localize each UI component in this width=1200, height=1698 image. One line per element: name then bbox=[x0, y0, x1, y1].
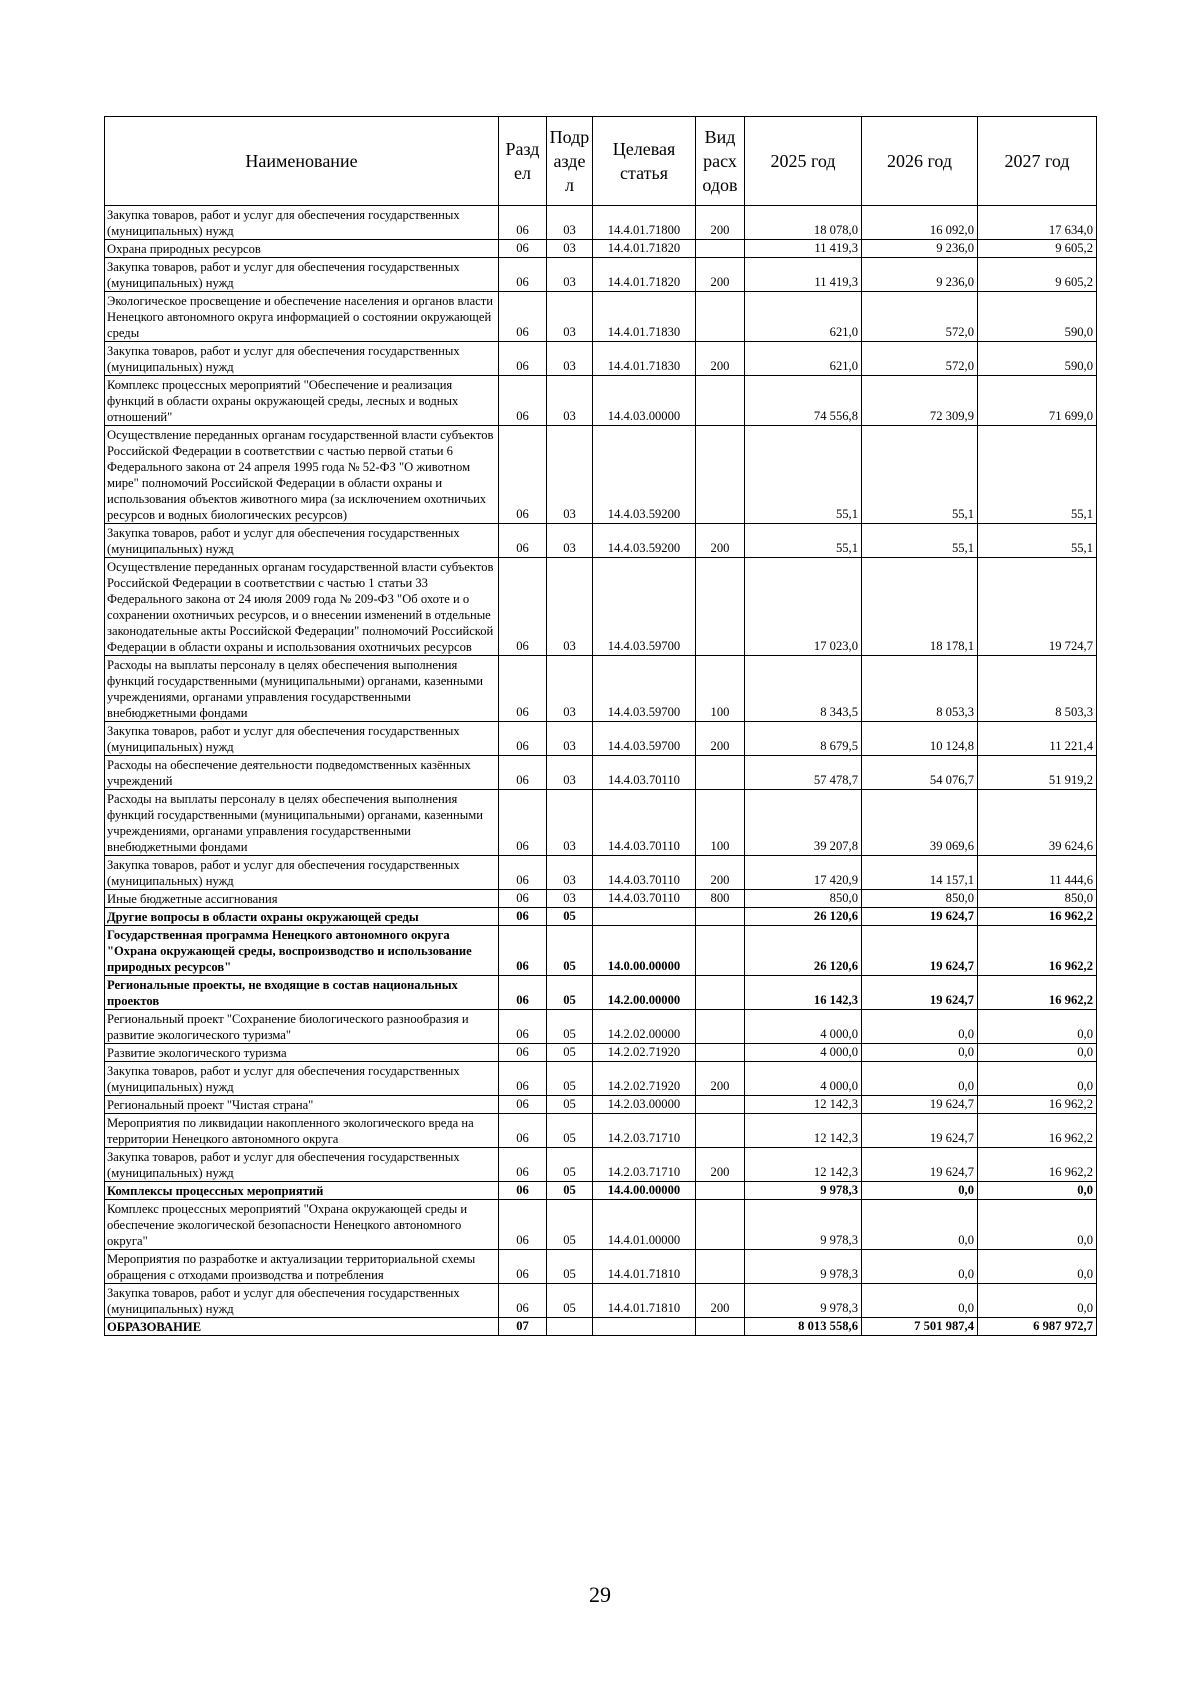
cell-2026: 19 624,7 bbox=[862, 908, 978, 926]
cell-2027: 0,0 bbox=[978, 1284, 1097, 1318]
cell-2025: 4 000,0 bbox=[745, 1010, 862, 1044]
table-body bbox=[105, 206, 1097, 1336]
table-row bbox=[105, 1062, 1097, 1096]
cell-expense-type bbox=[696, 1096, 745, 1114]
cell-2025: 621,0 bbox=[745, 342, 862, 376]
cell-2025: 9 978,3 bbox=[745, 1250, 862, 1284]
cell-name: Иные бюджетные ассигнования bbox=[105, 890, 499, 908]
cell-section: 06 bbox=[499, 376, 547, 426]
cell-target: 14.4.01.71810 bbox=[593, 1284, 696, 1318]
cell-section: 06 bbox=[499, 1148, 547, 1182]
cell-2027: 8 503,3 bbox=[978, 656, 1097, 722]
cell-subsection: 03 bbox=[547, 722, 593, 756]
cell-2027: 16 962,2 bbox=[978, 1148, 1097, 1182]
cell-name: Закупка товаров, работ и услуг для обеспечения государственных (муниципальных) нужд bbox=[105, 206, 499, 240]
cell-2026: 572,0 bbox=[862, 342, 978, 376]
table-row bbox=[105, 342, 1097, 376]
cell-2027: 590,0 bbox=[978, 342, 1097, 376]
cell-2026: 0,0 bbox=[862, 1044, 978, 1062]
cell-2025: 4 000,0 bbox=[745, 1044, 862, 1062]
cell-subsection: 05 bbox=[547, 926, 593, 976]
cell-name: Закупка товаров, работ и услуг для обеспечения государственных (муниципальных) нужд bbox=[105, 342, 499, 376]
cell-subsection: 03 bbox=[547, 292, 593, 342]
cell-name: Комплекс процессных мероприятий "Обеспечение и реализация функций в области охраны окружающей среды, лесных и водных отношений" bbox=[105, 376, 499, 426]
table-row bbox=[105, 976, 1097, 1010]
cell-2025: 11 419,3 bbox=[745, 258, 862, 292]
cell-name: Мероприятия по ликвидации накопленного экологического вреда на территории Ненецкого автономного округа bbox=[105, 1114, 499, 1148]
cell-2027: 16 962,2 bbox=[978, 908, 1097, 926]
cell-expense-type: 200 bbox=[696, 1284, 745, 1318]
cell-2026: 54 076,7 bbox=[862, 756, 978, 790]
cell-2027: 850,0 bbox=[978, 890, 1097, 908]
table-row bbox=[105, 1284, 1097, 1318]
cell-target: 14.4.01.71820 bbox=[593, 258, 696, 292]
cell-2025: 57 478,7 bbox=[745, 756, 862, 790]
cell-expense-type bbox=[696, 908, 745, 926]
cell-subsection: 03 bbox=[547, 342, 593, 376]
cell-expense-type bbox=[696, 376, 745, 426]
cell-2025: 26 120,6 bbox=[745, 926, 862, 976]
cell-expense-type bbox=[696, 240, 745, 258]
cell-subsection: 03 bbox=[547, 856, 593, 890]
header-expense-type: Вид расх одов bbox=[696, 117, 745, 206]
table-row bbox=[105, 1114, 1097, 1148]
cell-section: 06 bbox=[499, 1250, 547, 1284]
cell-section: 06 bbox=[499, 426, 547, 524]
cell-2027: 0,0 bbox=[978, 1010, 1097, 1044]
cell-2025: 12 142,3 bbox=[745, 1096, 862, 1114]
cell-2025: 8 343,5 bbox=[745, 656, 862, 722]
cell-target: 14.2.02.71920 bbox=[593, 1044, 696, 1062]
cell-expense-type: 200 bbox=[696, 258, 745, 292]
page-number: 29 bbox=[589, 1582, 611, 1607]
cell-expense-type: 200 bbox=[696, 1062, 745, 1096]
cell-section: 06 bbox=[499, 976, 547, 1010]
cell-subsection: 05 bbox=[547, 1114, 593, 1148]
cell-target: 14.4.03.59200 bbox=[593, 426, 696, 524]
cell-2026: 16 092,0 bbox=[862, 206, 978, 240]
cell-section: 06 bbox=[499, 1044, 547, 1062]
cell-subsection: 05 bbox=[547, 1200, 593, 1250]
cell-2027: 17 634,0 bbox=[978, 206, 1097, 240]
cell-name: Закупка товаров, работ и услуг для обеспечения государственных (муниципальных) нужд bbox=[105, 258, 499, 292]
table-row bbox=[105, 426, 1097, 524]
cell-subsection: 03 bbox=[547, 240, 593, 258]
table-row bbox=[105, 292, 1097, 342]
cell-name: Другие вопросы в области охраны окружающей среды bbox=[105, 908, 499, 926]
cell-2027: 9 605,2 bbox=[978, 258, 1097, 292]
cell-subsection: 03 bbox=[547, 426, 593, 524]
cell-target: 14.4.03.59700 bbox=[593, 558, 696, 656]
cell-section: 06 bbox=[499, 1062, 547, 1096]
cell-2025: 12 142,3 bbox=[745, 1114, 862, 1148]
cell-expense-type bbox=[696, 1182, 745, 1200]
cell-2026: 55,1 bbox=[862, 426, 978, 524]
cell-2025: 16 142,3 bbox=[745, 976, 862, 1010]
cell-2025: 11 419,3 bbox=[745, 240, 862, 258]
cell-expense-type bbox=[696, 426, 745, 524]
cell-subsection: 03 bbox=[547, 890, 593, 908]
cell-2026: 39 069,6 bbox=[862, 790, 978, 856]
cell-2025: 9 978,3 bbox=[745, 1182, 862, 1200]
cell-target: 14.4.01.71820 bbox=[593, 240, 696, 258]
cell-expense-type: 100 bbox=[696, 656, 745, 722]
cell-subsection: 05 bbox=[547, 1182, 593, 1200]
cell-section: 06 bbox=[499, 1284, 547, 1318]
cell-name: ОБРАЗОВАНИЕ bbox=[105, 1318, 499, 1336]
cell-subsection: 05 bbox=[547, 1148, 593, 1182]
cell-subsection bbox=[547, 1318, 593, 1336]
cell-expense-type bbox=[696, 1114, 745, 1148]
cell-subsection: 05 bbox=[547, 976, 593, 1010]
table-row bbox=[105, 240, 1097, 258]
cell-2026: 0,0 bbox=[862, 1010, 978, 1044]
cell-subsection: 03 bbox=[547, 790, 593, 856]
table-row bbox=[105, 524, 1097, 558]
cell-target: 14.4.03.70110 bbox=[593, 790, 696, 856]
cell-2026: 19 624,7 bbox=[862, 976, 978, 1010]
header-section: Разд ел bbox=[499, 117, 547, 206]
table-row bbox=[105, 1182, 1097, 1200]
cell-subsection: 03 bbox=[547, 376, 593, 426]
cell-2027: 0,0 bbox=[978, 1250, 1097, 1284]
cell-section: 06 bbox=[499, 890, 547, 908]
cell-target: 14.2.02.71920 bbox=[593, 1062, 696, 1096]
cell-2027: 6 987 972,7 bbox=[978, 1318, 1097, 1336]
table-row bbox=[105, 890, 1097, 908]
cell-subsection: 03 bbox=[547, 258, 593, 292]
cell-2026: 850,0 bbox=[862, 890, 978, 908]
table-row bbox=[105, 1148, 1097, 1182]
table-row bbox=[105, 1044, 1097, 1062]
cell-target: 14.0.00.00000 bbox=[593, 926, 696, 976]
table-row bbox=[105, 1096, 1097, 1114]
cell-2025: 8 013 558,6 bbox=[745, 1318, 862, 1336]
cell-expense-type bbox=[696, 1200, 745, 1250]
cell-2026: 18 178,1 bbox=[862, 558, 978, 656]
cell-target: 14.4.03.70110 bbox=[593, 890, 696, 908]
cell-expense-type bbox=[696, 756, 745, 790]
cell-section: 06 bbox=[499, 856, 547, 890]
table-row bbox=[105, 1250, 1097, 1284]
cell-2026: 0,0 bbox=[862, 1062, 978, 1096]
cell-name: Государственная программа Ненецкого автономного округа "Охрана окружающей среды, воспроизводство и использование природных ресурсов" bbox=[105, 926, 499, 976]
cell-2027: 71 699,0 bbox=[978, 376, 1097, 426]
cell-2025: 850,0 bbox=[745, 890, 862, 908]
cell-2027: 39 624,6 bbox=[978, 790, 1097, 856]
cell-2025: 9 978,3 bbox=[745, 1284, 862, 1318]
cell-name: Закупка товаров, работ и услуг для обеспечения государственных (муниципальных) нужд bbox=[105, 1148, 499, 1182]
cell-2025: 55,1 bbox=[745, 426, 862, 524]
cell-target: 14.4.03.59700 bbox=[593, 722, 696, 756]
cell-name: Комплексы процессных мероприятий bbox=[105, 1182, 499, 1200]
cell-2026: 7 501 987,4 bbox=[862, 1318, 978, 1336]
cell-target: 14.2.02.00000 bbox=[593, 1010, 696, 1044]
cell-name: Региональные проекты, не входящие в состав национальных проектов bbox=[105, 976, 499, 1010]
cell-target bbox=[593, 1318, 696, 1336]
cell-subsection: 05 bbox=[547, 1044, 593, 1062]
cell-subsection: 03 bbox=[547, 756, 593, 790]
cell-subsection: 03 bbox=[547, 558, 593, 656]
cell-2025: 17 420,9 bbox=[745, 856, 862, 890]
cell-section: 06 bbox=[499, 558, 547, 656]
cell-name: Комплекс процессных мероприятий "Охрана окружающей среды и обеспечение экологической безопасности Ненецкого автономного округа" bbox=[105, 1200, 499, 1250]
cell-2025: 621,0 bbox=[745, 292, 862, 342]
cell-2027: 0,0 bbox=[978, 1200, 1097, 1250]
cell-expense-type: 200 bbox=[696, 856, 745, 890]
cell-2027: 0,0 bbox=[978, 1182, 1097, 1200]
cell-target: 14.2.00.00000 bbox=[593, 976, 696, 1010]
cell-target: 14.2.03.00000 bbox=[593, 1096, 696, 1114]
cell-name: Мероприятия по разработке и актуализации территориальной схемы обращения с отходами производства и потребления bbox=[105, 1250, 499, 1284]
cell-2025: 39 207,8 bbox=[745, 790, 862, 856]
cell-subsection: 03 bbox=[547, 206, 593, 240]
cell-expense-type: 200 bbox=[696, 524, 745, 558]
cell-2027: 11 221,4 bbox=[978, 722, 1097, 756]
table-row bbox=[105, 1318, 1097, 1336]
cell-name: Закупка товаров, работ и услуг для обеспечения государственных (муниципальных) нужд bbox=[105, 722, 499, 756]
table-row bbox=[105, 1200, 1097, 1250]
cell-2026: 0,0 bbox=[862, 1284, 978, 1318]
cell-expense-type bbox=[696, 926, 745, 976]
cell-name: Расходы на выплаты персоналу в целях обеспечения выполнения функций государственными (муниципальными) органами, казенными учреждениями, органами управления государственными внебюджетными фондами bbox=[105, 790, 499, 856]
cell-2026: 19 624,7 bbox=[862, 1114, 978, 1148]
cell-name: Закупка товаров, работ и услуг для обеспечения государственных (муниципальных) нужд bbox=[105, 1284, 499, 1318]
cell-2027: 55,1 bbox=[978, 524, 1097, 558]
cell-2025: 17 023,0 bbox=[745, 558, 862, 656]
cell-2027: 0,0 bbox=[978, 1044, 1097, 1062]
header-name: Наименование bbox=[105, 117, 499, 206]
cell-2027: 51 919,2 bbox=[978, 756, 1097, 790]
cell-expense-type bbox=[696, 1318, 745, 1336]
cell-section: 06 bbox=[499, 1096, 547, 1114]
cell-name: Закупка товаров, работ и услуг для обеспечения государственных (муниципальных) нужд bbox=[105, 1062, 499, 1096]
cell-subsection: 05 bbox=[547, 1010, 593, 1044]
cell-subsection: 05 bbox=[547, 1096, 593, 1114]
cell-section: 06 bbox=[499, 342, 547, 376]
cell-section: 06 bbox=[499, 656, 547, 722]
cell-name: Региональный проект "Чистая страна" bbox=[105, 1096, 499, 1114]
table-row bbox=[105, 258, 1097, 292]
cell-expense-type: 200 bbox=[696, 206, 745, 240]
cell-section: 06 bbox=[499, 1200, 547, 1250]
cell-2025: 4 000,0 bbox=[745, 1062, 862, 1096]
cell-expense-type: 800 bbox=[696, 890, 745, 908]
cell-2027: 9 605,2 bbox=[978, 240, 1097, 258]
cell-2026: 572,0 bbox=[862, 292, 978, 342]
cell-target bbox=[593, 908, 696, 926]
cell-name: Закупка товаров, работ и услуг для обеспечения государственных (муниципальных) нужд bbox=[105, 524, 499, 558]
cell-section: 06 bbox=[499, 790, 547, 856]
cell-expense-type: 200 bbox=[696, 722, 745, 756]
cell-expense-type bbox=[696, 292, 745, 342]
cell-section: 06 bbox=[499, 1010, 547, 1044]
cell-2027: 0,0 bbox=[978, 1062, 1097, 1096]
cell-section: 06 bbox=[499, 292, 547, 342]
cell-target: 14.4.00.00000 bbox=[593, 1182, 696, 1200]
cell-name: Осуществление переданных органам государственной власти субъектов Российской Федерации в соответствии с частью первой статьи 6 Федерального закона от 24 апреля 1995 года № 52-ФЗ "О животном мире" полномочий Российской Федерации в области охраны и использования объектов животного мира (за исключением охотничьих ресурсов и водных биологических ресурсов) bbox=[105, 426, 499, 524]
cell-expense-type: 100 bbox=[696, 790, 745, 856]
cell-section: 06 bbox=[499, 206, 547, 240]
cell-2027: 16 962,2 bbox=[978, 1114, 1097, 1148]
cell-name: Региональный проект "Сохранение биологического разнообразия и развитие экологического туризма" bbox=[105, 1010, 499, 1044]
cell-2026: 8 053,3 bbox=[862, 656, 978, 722]
cell-section: 06 bbox=[499, 240, 547, 258]
cell-expense-type bbox=[696, 558, 745, 656]
table-row bbox=[105, 376, 1097, 426]
cell-expense-type bbox=[696, 1250, 745, 1284]
cell-subsection: 05 bbox=[547, 1062, 593, 1096]
budget-table bbox=[104, 116, 1097, 1336]
cell-2026: 19 624,7 bbox=[862, 926, 978, 976]
cell-target: 14.4.03.70110 bbox=[593, 856, 696, 890]
table-row bbox=[105, 1010, 1097, 1044]
cell-2026: 0,0 bbox=[862, 1182, 978, 1200]
cell-2027: 16 962,2 bbox=[978, 976, 1097, 1010]
cell-subsection: 03 bbox=[547, 524, 593, 558]
header-subsection: Подр азде л bbox=[547, 117, 593, 206]
cell-target: 14.2.03.71710 bbox=[593, 1148, 696, 1182]
cell-2027: 11 444,6 bbox=[978, 856, 1097, 890]
cell-section: 06 bbox=[499, 258, 547, 292]
header-2025: 2025 год bbox=[745, 117, 862, 206]
cell-expense-type bbox=[696, 1010, 745, 1044]
cell-2026: 72 309,9 bbox=[862, 376, 978, 426]
cell-name: Охрана природных ресурсов bbox=[105, 240, 499, 258]
cell-target: 14.4.03.70110 bbox=[593, 756, 696, 790]
cell-2027: 16 962,2 bbox=[978, 1096, 1097, 1114]
cell-target: 14.4.01.71830 bbox=[593, 342, 696, 376]
header-2026: 2026 год bbox=[862, 117, 978, 206]
cell-2026: 9 236,0 bbox=[862, 258, 978, 292]
header-target: Целевая статья bbox=[593, 117, 696, 206]
cell-2027: 590,0 bbox=[978, 292, 1097, 342]
cell-2025: 8 679,5 bbox=[745, 722, 862, 756]
cell-2026: 0,0 bbox=[862, 1200, 978, 1250]
cell-target: 14.4.01.71830 bbox=[593, 292, 696, 342]
cell-name: Осуществление переданных органам государственной власти субъектов Российской Федерации в соответствии с частью 1 статьи 33 Федерального закона от 24 июля 2009 года № 209-ФЗ "Об охоте и о сохранении охотничьих ресурсов, и о внесении изменений в отдельные законодательные акты Российской Федерации" полномочий Российской Федерации в области охраны и использования охотничьих ресурсов bbox=[105, 558, 499, 656]
table-row bbox=[105, 908, 1097, 926]
cell-2025: 12 142,3 bbox=[745, 1148, 862, 1182]
cell-2025: 26 120,6 bbox=[745, 908, 862, 926]
cell-2026: 19 624,7 bbox=[862, 1096, 978, 1114]
table-row bbox=[105, 206, 1097, 240]
table-row bbox=[105, 926, 1097, 976]
cell-2027: 19 724,7 bbox=[978, 558, 1097, 656]
cell-section: 06 bbox=[499, 908, 547, 926]
cell-2027: 16 962,2 bbox=[978, 926, 1097, 976]
cell-name: Закупка товаров, работ и услуг для обеспечения государственных (муниципальных) нужд bbox=[105, 856, 499, 890]
cell-target: 14.4.03.59700 bbox=[593, 656, 696, 722]
cell-subsection: 05 bbox=[547, 1250, 593, 1284]
cell-section: 06 bbox=[499, 1114, 547, 1148]
table-row bbox=[105, 656, 1097, 722]
cell-2026: 19 624,7 bbox=[862, 1148, 978, 1182]
cell-2026: 55,1 bbox=[862, 524, 978, 558]
cell-target: 14.4.03.00000 bbox=[593, 376, 696, 426]
header-row bbox=[105, 117, 1097, 206]
cell-name: Развитие экологического туризма bbox=[105, 1044, 499, 1062]
table-row bbox=[105, 558, 1097, 656]
cell-2025: 9 978,3 bbox=[745, 1200, 862, 1250]
cell-expense-type bbox=[696, 976, 745, 1010]
table-row bbox=[105, 856, 1097, 890]
cell-section: 07 bbox=[499, 1318, 547, 1336]
table-row bbox=[105, 722, 1097, 756]
cell-2025: 74 556,8 bbox=[745, 376, 862, 426]
cell-name: Расходы на выплаты персоналу в целях обеспечения выполнения функций государственными (муниципальными) органами, казенными учреждениями, органами управления государственными внебюджетными фондами bbox=[105, 656, 499, 722]
table-row bbox=[105, 790, 1097, 856]
cell-expense-type: 200 bbox=[696, 342, 745, 376]
cell-target: 14.2.03.71710 bbox=[593, 1114, 696, 1148]
cell-subsection: 03 bbox=[547, 656, 593, 722]
cell-2026: 10 124,8 bbox=[862, 722, 978, 756]
cell-target: 14.4.01.71800 bbox=[593, 206, 696, 240]
cell-name: Расходы на обеспечение деятельности подведомственных казённых учреждений bbox=[105, 756, 499, 790]
cell-2026: 0,0 bbox=[862, 1250, 978, 1284]
cell-section: 06 bbox=[499, 756, 547, 790]
cell-section: 06 bbox=[499, 722, 547, 756]
cell-target: 14.4.03.59200 bbox=[593, 524, 696, 558]
cell-expense-type: 200 bbox=[696, 1148, 745, 1182]
cell-2025: 18 078,0 bbox=[745, 206, 862, 240]
header-2027: 2027 год bbox=[978, 117, 1097, 206]
cell-2026: 9 236,0 bbox=[862, 240, 978, 258]
cell-expense-type bbox=[696, 1044, 745, 1062]
cell-target: 14.4.01.71810 bbox=[593, 1250, 696, 1284]
cell-section: 06 bbox=[499, 1182, 547, 1200]
cell-target: 14.4.01.00000 bbox=[593, 1200, 696, 1250]
cell-subsection: 05 bbox=[547, 1284, 593, 1318]
cell-subsection: 05 bbox=[547, 908, 593, 926]
cell-2025: 55,1 bbox=[745, 524, 862, 558]
cell-2026: 14 157,1 bbox=[862, 856, 978, 890]
cell-section: 06 bbox=[499, 926, 547, 976]
cell-2027: 55,1 bbox=[978, 426, 1097, 524]
cell-section: 06 bbox=[499, 524, 547, 558]
cell-name: Экологическое просвещение и обеспечение населения и органов власти Ненецкого автономного округа информацией о состоянии окружающей среды bbox=[105, 292, 499, 342]
table-row bbox=[105, 756, 1097, 790]
